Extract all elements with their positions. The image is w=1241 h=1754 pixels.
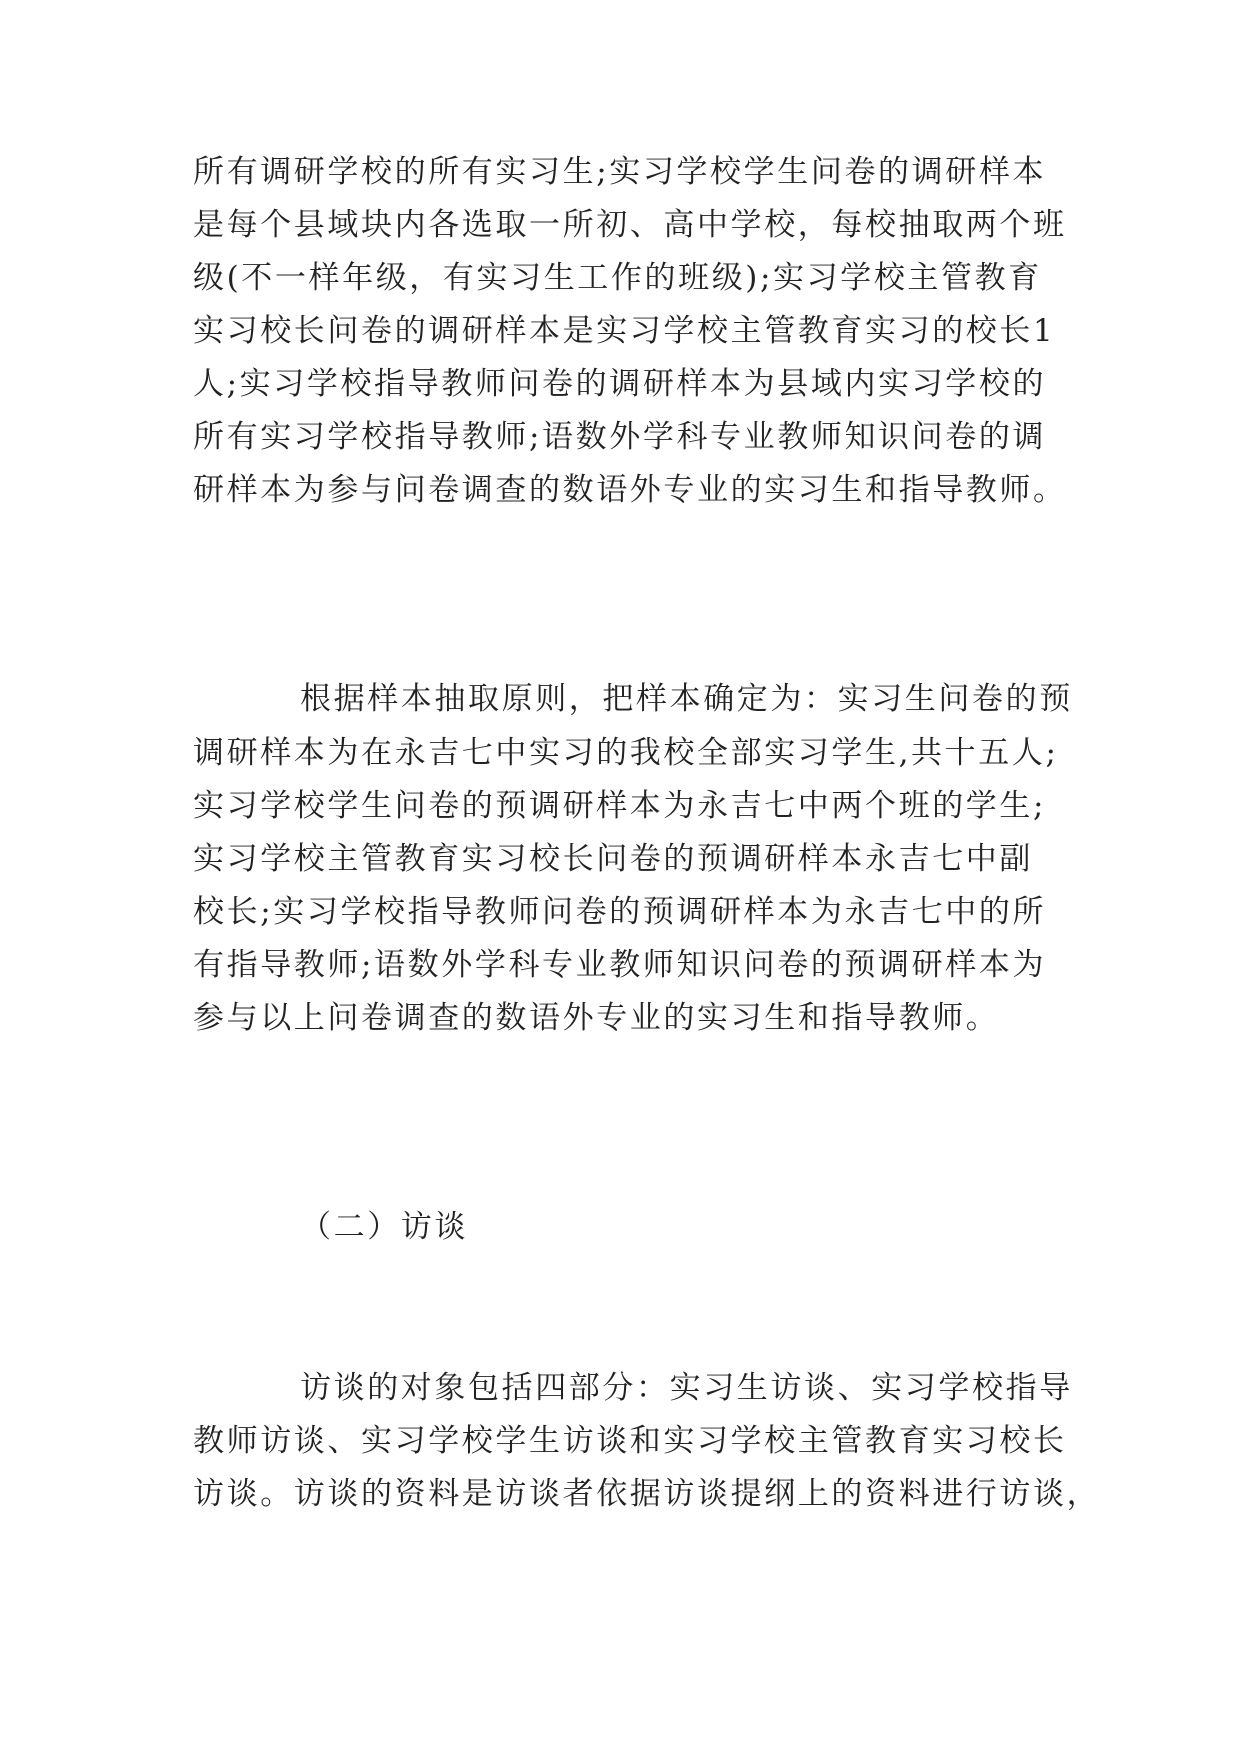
text-line: 有指导教师;语数外学科专业教师知识问卷的预调研样本为 <box>193 947 1047 983</box>
text-line: 实习学校主管教育实习校长问卷的预调研样本永吉七中副 <box>193 841 1033 877</box>
text-line: 所有调研学校的所有实习生;实习学校学生问卷的调研样本 <box>193 154 1047 190</box>
text-line: 实习学校学生问卷的预调研样本为永吉七中两个班的学生; <box>193 788 1047 824</box>
text-line: 根据样本抽取原则，把样本确定为：实习生问卷的预 <box>300 681 1073 717</box>
text-line: 实习校长问卷的调研样本是实习学校主管教育实习的校长1 <box>193 313 1056 349</box>
text-line: 级(不一样年级，有实习生工作的班级);实习学校主管教育 <box>193 260 1042 296</box>
text-line: 调研样本为在永吉七中实习的我校全部实习学生,共十五人; <box>193 735 1059 771</box>
text-line: 所有实习学校指导教师;语数外学科专业教师知识问卷的调 <box>193 419 1047 455</box>
text-line: 访谈。访谈的资料是访谈者依据访谈提纲上的资料进行访谈， <box>193 1476 1101 1512</box>
text-line: 是每个县域块内各选取一所初、高中学校，每校抽取两个班 <box>193 207 1067 243</box>
text-line: 教师访谈、实习学校学生访谈和实习学校主管教育实习校长 <box>193 1423 1067 1459</box>
text-line: 参与以上问卷调查的数语外专业的实习生和指导教师。 <box>193 1000 1000 1036</box>
section-heading: （二）访谈 <box>300 1209 468 1245</box>
text-line: 访谈的对象包括四部分：实习生访谈、实习学校指导 <box>300 1370 1073 1406</box>
text-line: 人;实习学校指导教师问卷的调研样本为县域内实习学校的 <box>193 366 1047 402</box>
text-line: 校长;实习学校指导教师问卷的预调研样本为永吉七中的所 <box>193 894 1047 930</box>
text-line: 研样本为参与问卷调查的数语外专业的实习生和指导教师。 <box>193 472 1067 508</box>
